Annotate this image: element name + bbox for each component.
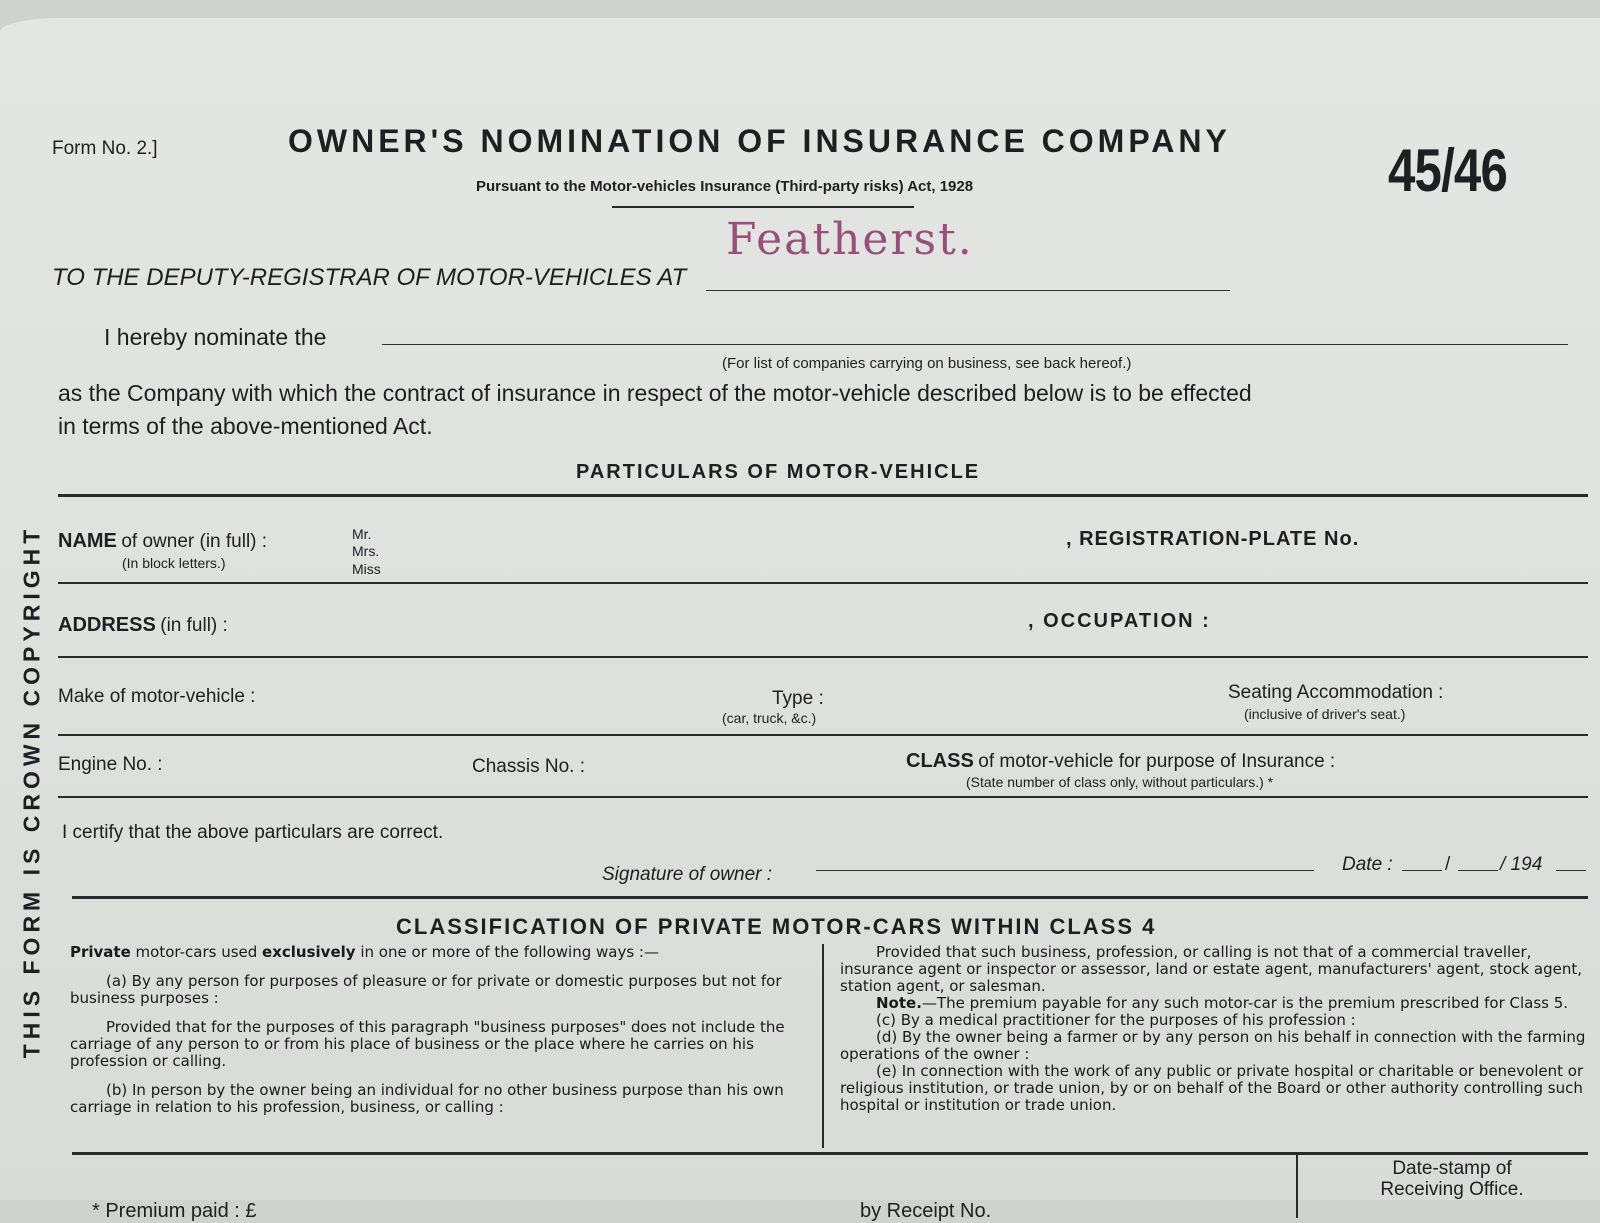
classification-para-b: (b) In person by the owner being an individual for no other business purpose than his own carriage in relation to his profession, business, or calling : [70, 1081, 784, 1116]
seating-note: (inclusive of driver's seat.) [1244, 706, 1406, 722]
nomination-text-line-1: as the Company with which the contract of insurance in respect of the motor-vehicle described below is to be effected [58, 380, 1252, 406]
classification-intro: Private motor-cars used exclusively in one or more of the following ways :— [70, 943, 659, 961]
certification-rule [72, 896, 1588, 899]
form-sheet [0, 18, 1600, 1222]
signature-label: Signature of owner : [602, 864, 773, 885]
classification-para-a: (a) By any person for purposes of pleasure or for private or domestic purposes but not for business purposes : [70, 972, 782, 1007]
form-title: OWNER'S NOMINATION OF INSURANCE COMPANY [288, 123, 1231, 159]
class-label: CLASS of motor-vehicle for purpose of Insurance : [906, 750, 1336, 772]
particulars-heading: PARTICULARS OF MOTOR-VEHICLE [576, 461, 981, 483]
classification-heading: CLASSIFICATION OF PRIVATE MOTOR-CARS WITHIN CLASS 4 [396, 914, 1157, 939]
date-month-field[interactable] [1458, 870, 1498, 871]
classification-note: Note.—The premium payable for any such motor-car is the premium prescribed for Class 5. [876, 994, 1569, 1012]
date-day-field[interactable] [1402, 870, 1442, 871]
address-row-rule[interactable] [58, 656, 1588, 658]
classification-proviso-left: Provided that for the purposes of this paragraph "business purposes" does not include the carriage of any person to or from his place of business or the place where he carries on his profession or calling. [70, 1018, 785, 1070]
make-label: Make of motor-vehicle : [58, 686, 256, 707]
certification-text: I certify that the above particulars are correct. [62, 822, 444, 843]
nomination-text-line-2: in terms of the above-mentioned Act. [58, 413, 433, 439]
classification-right-column [840, 944, 1592, 1114]
deputy-registrar-label: TO THE DEPUTY-REGISTRAR OF MOTOR-VEHICLES AT [52, 264, 687, 291]
company-list-note: (For list of companies carrying on business, see back hereof.) [722, 355, 1132, 372]
classification-bottom-rule [72, 1152, 1588, 1155]
engine-row-rule[interactable] [58, 796, 1588, 798]
classification-column-divider [822, 944, 824, 1148]
form-subtitle: Pursuant to the Motor-vehicles Insurance (Third-party risks) Act, 1928 [476, 178, 974, 195]
receipt-number-label: by Receipt No. [860, 1200, 992, 1222]
type-note: (car, truck, &c.) [722, 710, 817, 726]
form-number: Form No. 2.] [52, 138, 158, 159]
date-stamp-label: Date-stamp of Receiving Office. [1380, 1158, 1524, 1200]
location-rubber-stamp: Featherst. [726, 214, 974, 265]
occupation-label: , OCCUPATION : [1028, 610, 1211, 632]
classification-para-c: (c) By a medical practitioner for the purposes of his profession : [876, 1011, 1356, 1029]
make-row-rule[interactable] [58, 734, 1588, 736]
date-stamp-box-border [1296, 1154, 1298, 1218]
owner-name-note: (In block letters.) [122, 555, 226, 571]
title-mrs[interactable]: Mrs. [352, 543, 380, 559]
crown-copyright-vertical: THIS FORM IS CROWN COPYRIGHT [18, 524, 45, 1059]
type-label: Type : [772, 688, 824, 709]
date-year-prefix: / 194 [1500, 854, 1543, 875]
chassis-number-label: Chassis No. : [472, 756, 585, 777]
address-label: ADDRESS (in full) : [58, 614, 228, 636]
title-mr[interactable]: Mr. [352, 526, 372, 542]
signature-field[interactable] [816, 870, 1314, 871]
registration-plate-label: , REGISTRATION-PLATE No. [1066, 528, 1360, 550]
date-year-field[interactable] [1556, 870, 1586, 871]
engine-number-label: Engine No. : [58, 754, 163, 775]
name-row-rule[interactable] [58, 582, 1588, 584]
classification-para-e: (e) In connection with the work of any public or private hospital or charitable or benevolent or religious institution, or trade union, by or on behalf of the Board or other authority controlling such hospital or institution or trade union. [840, 1062, 1584, 1114]
subtitle-divider [612, 206, 914, 208]
class-note: (State number of class only, without particulars.) * [966, 774, 1274, 790]
premium-paid-label: * Premium paid : £ [92, 1200, 257, 1222]
insurance-company-field[interactable] [382, 344, 1568, 345]
date-label: Date : [1342, 854, 1393, 875]
classification-para-d: (d) By the owner being a farmer or by any person on his behalf in connection with the farming operations of the owner : [840, 1028, 1586, 1063]
classification-left-column [70, 944, 808, 1116]
year-code: 45/46 [1388, 137, 1508, 204]
deputy-registrar-location-field[interactable] [706, 290, 1230, 291]
owner-name-label: NAME of owner (in full) : [58, 530, 268, 552]
date-separator-1: / [1445, 854, 1451, 875]
title-miss[interactable]: Miss [352, 561, 381, 577]
particulars-top-rule [58, 494, 1588, 497]
classification-proviso-right: Provided that such business, profession, or calling is not that of a commercial traveller, insurance agent or inspector or assessor, land or estate agent, manufacturers' agent, stock agent, station agent, or salesman. [840, 943, 1583, 995]
nominate-label: I hereby nominate the [104, 324, 327, 350]
seating-label: Seating Accommodation : [1228, 682, 1444, 703]
